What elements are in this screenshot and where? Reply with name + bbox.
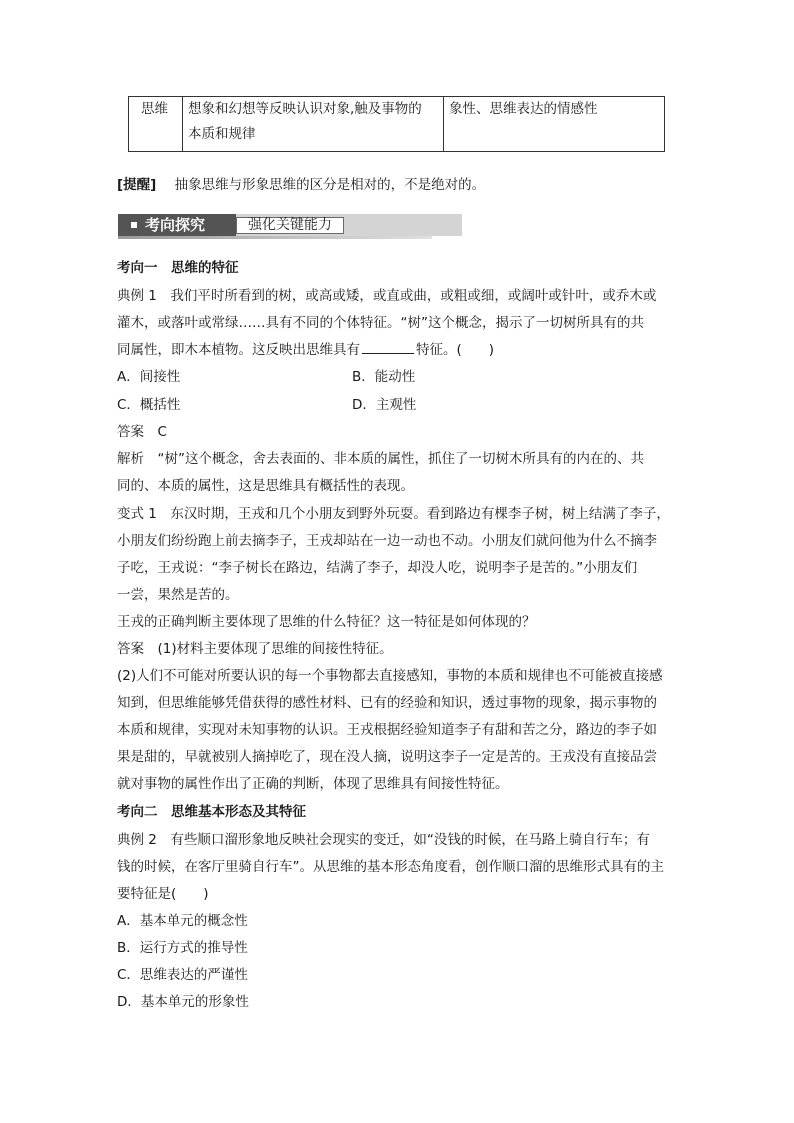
section-heading-2: 考向二 思维基本形态及其特征 — [117, 804, 306, 820]
example2-line: 要特征是( ) — [117, 886, 209, 902]
row-label: 思维 — [141, 101, 168, 117]
table-cell-row-label — [129, 97, 183, 151]
answer-line: 答案 (1)材料主要体现了思维的间接性特征。 — [117, 641, 393, 657]
option-a: A．间接性 — [117, 369, 181, 385]
option-c: C．概括性 — [117, 397, 181, 413]
variant1-line: 小朋友们纷纷跑上前去摘李子，王戎却站在一边一动也不动。小朋友们就问他为什么不摘李 — [117, 533, 657, 549]
answer-line: (2)人们不可能对所要认识的每一个事物都去直接感知，事物的本质和规律也不可能被直接感 — [117, 668, 663, 684]
banner-title: 考向探究 — [145, 216, 206, 234]
section-banner — [118, 214, 432, 239]
option-b: B．能动性 — [352, 369, 416, 385]
tip-line — [117, 176, 485, 194]
cell-text-line1: 想象和幻想等反映认识对象,触及事物的 — [188, 101, 422, 117]
banner-subtitle: 强化关键能力 — [248, 217, 332, 233]
cell-text-line2: 本质和规律 — [188, 126, 256, 142]
cell-text-line1: 象性、思维表达的情感性 — [449, 101, 598, 117]
option-b: B．运行方式的推导性 — [117, 940, 248, 956]
analysis-line: 解析 “树”这个概念，舍去表面的、非本质的属性，抓住了一切树木所具有的内在的、共 — [117, 451, 644, 467]
answer-line: 本质和规律，实现对未知事物的认识。王戎根据经验知道李子有甜和苦之分，路边的李子如 — [117, 722, 657, 738]
option-a: A．基本单元的概念性 — [117, 913, 248, 929]
analysis-line: 同的、本质的属性，这是思维具有概括性的表现。 — [117, 478, 414, 494]
example1-text: 特征。( ) — [416, 342, 495, 358]
option-c: C．思维表达的严谨性 — [117, 967, 248, 983]
variant1-line: 子吃，王戎说：“李子树长在路边，结满了李子，却没人吃，说明李子是苦的。”小朋友们 — [117, 560, 638, 576]
table-cell-abstract-thinking — [444, 97, 664, 151]
example1-line — [117, 341, 494, 359]
answer-line: 知到，但思维能够凭借获得的感性材料、已有的经验和知识，透过事物的现象，揭示事物的 — [117, 695, 657, 711]
table-cell-image-thinking — [183, 97, 444, 151]
example1-line: 典例 1 我们平时所看到的树，或高或矮，或直或曲，或粗或细，或阔叶或针叶，或乔木或 — [117, 288, 657, 304]
example2-line: 典例 2 有些顺口溜形象地反映社会现实的变迁，如“没钱的时候，在马路上骑自行车；有 — [117, 832, 650, 848]
fill-in-blank — [362, 341, 414, 354]
example2-line: 钱的时候，在客厅里骑自行车”。从思维的基本形态角度看，创作顺口溜的思维形式具有的主 — [117, 859, 664, 875]
option-d: D．基本单元的形象性 — [117, 994, 249, 1010]
example1-line: 灌木，或落叶或常绿……具有不同的个体特征。“树”这个概念，揭示了一切树所具有的共 — [117, 315, 644, 331]
example1-text: 同属性，即木本植物。这反映出思维具有 — [117, 342, 360, 358]
tip-text: 抽象思维与形象思维的区分是相对的，不是绝对的。 — [174, 177, 486, 193]
variant1-question: 王戎的正确判断主要体现了思维的什么特征？这一特征是如何体现的？ — [117, 614, 536, 630]
section-heading-1: 考向一 思维的特征 — [117, 260, 239, 276]
option-d: D．主观性 — [352, 397, 417, 413]
tip-label: [提醒] — [117, 177, 157, 193]
answer-line: 果是甜的，早就被别人摘掉吃了，现在没人摘，说明这李子一定是苦的。王戎没有直接品尝 — [117, 749, 657, 765]
answer-line: 答案 C — [117, 424, 167, 440]
comparison-table-fragment — [128, 96, 665, 152]
variant1-line: 一尝，果然是苦的。 — [117, 587, 239, 603]
variant1-line: 变式 1 东汉时期，王戎和几个小朋友到野外玩耍。看到路边有棵李子树，树上结满了李子， — [117, 506, 670, 522]
square-bullet-icon — [131, 222, 137, 228]
answer-line: 就对事物的属性作出了正确的判断，体现了思维具有间接性特征。 — [117, 776, 509, 792]
